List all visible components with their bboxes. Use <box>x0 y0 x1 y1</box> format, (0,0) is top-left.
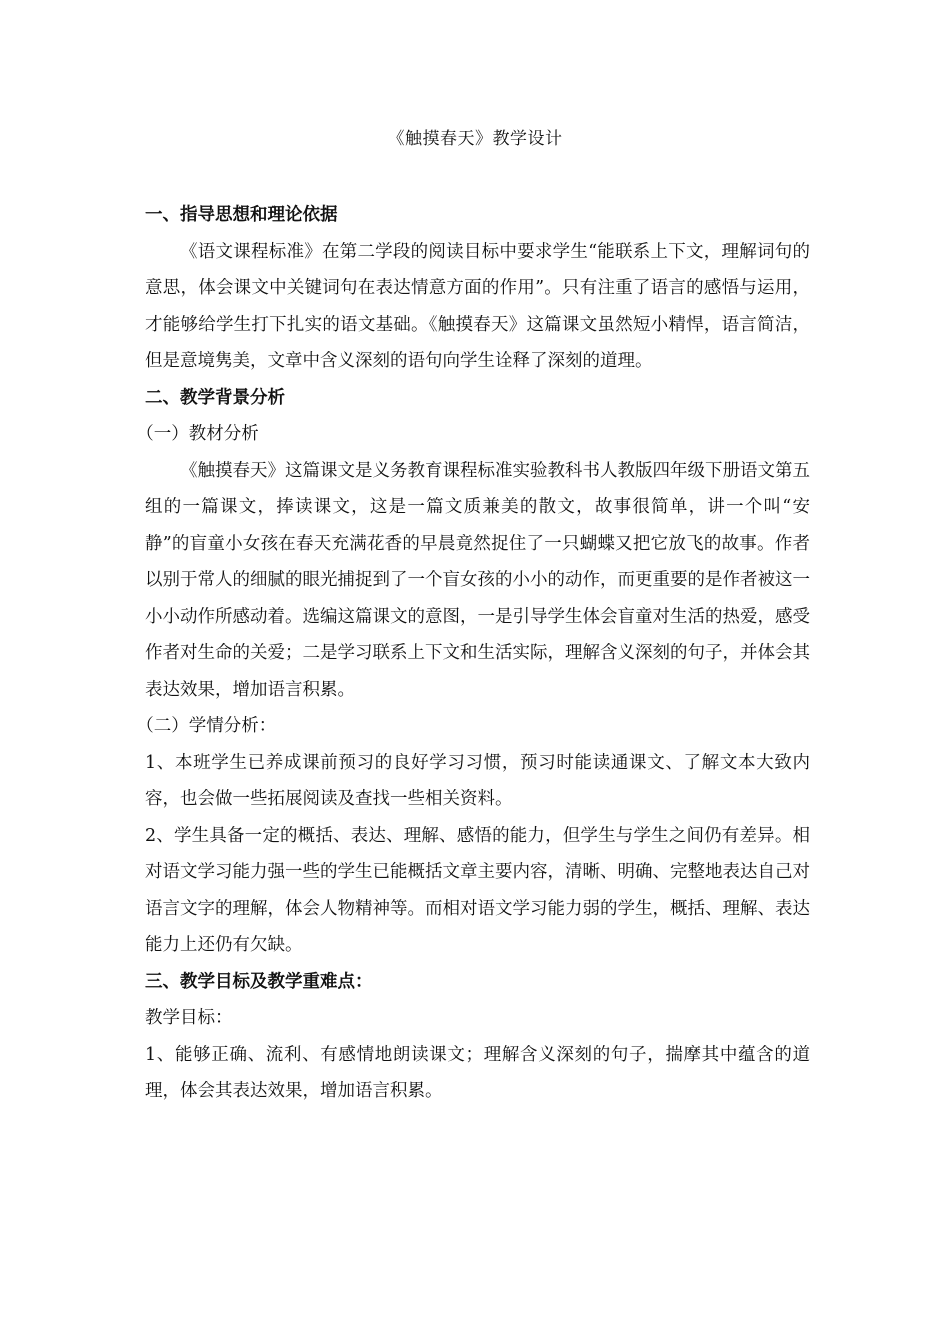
label-teaching-objectives: 教学目标： <box>145 1008 233 1028</box>
document-body <box>136 197 810 1110</box>
subheading-textbook-analysis: （一）教材分析 <box>136 424 259 444</box>
list-item-student-analysis-2: 2、学生具备一定的概括、表达、理解、感悟的能力，但学生与学生之间仍有差异。相对语文学习能力强一些的学生已能概括文章主要内容，清晰、明确、完整地表达自己对语言文字的理解，体会人物精神等。而相对语文学习能力弱的学生，概括、理解、表达能力上还仍有欠缺。 <box>145 825 810 955</box>
document-title: 《触摸春天》教学设计 <box>387 129 563 149</box>
paragraph-textbook-analysis: 《触摸春天》这篇课文是义务教育课程标准实验教科书人教版四年级下册语文第五组的一篇课文，捧读课文，这是一篇文质兼美的散文，故事很简单，讲一个叫“安静”的盲童小女孩在春天充满花香的早晨竟然捉住了一只蝴蝶又把它放飞的故事。作者以别于常人的细腻的眼光捕捉到了一个盲女孩的小小的动作，而更重要的是作者被这一小小动作所感动着。选编这篇课文的意图，一是引导学生体会盲童对生活的热爱，感受作者对生命的关爱；二是学习联系上下文和生活实际，理解含义深刻的句子，并体会其表达效果，增加语言积累。 <box>145 460 810 700</box>
section-heading-guiding-ideas: 一、指导思想和理论依据 <box>145 205 338 225</box>
section-heading-background: 二、教学背景分析 <box>145 387 285 408</box>
subheading-student-analysis: （二）学情分析： <box>136 716 277 736</box>
section-heading-objectives: 三、教学目标及教学重难点： <box>145 971 373 992</box>
paragraph-curriculum-standard: 《语文课程标准》在第二学段的阅读目标中要求学生“能联系上下文，理解词句的意思，体会课文中关键词句在表达情意方面的作用”。只有注重了语言的感悟与运用，才能够给学生打下扎实的语文基础。《触摸春天》这篇课文虽然短小精悍，语言简洁，但是意境隽美，文章中含义深刻的语句向学生诠释了深刻的道理。 <box>145 241 810 371</box>
list-item-objective-1: 1、能够正确、流利、有感情地朗读课文；理解含义深刻的句子，揣摩其中蕴含的道理，体会其表达效果，增加语言积累。 <box>145 1044 810 1101</box>
list-item-student-analysis-1: 1、本班学生已养成课前预习的良好学习习惯，预习时能读通课文、了解文本大致内容，也会做一些拓展阅读及查找一些相关资料。 <box>145 752 810 809</box>
